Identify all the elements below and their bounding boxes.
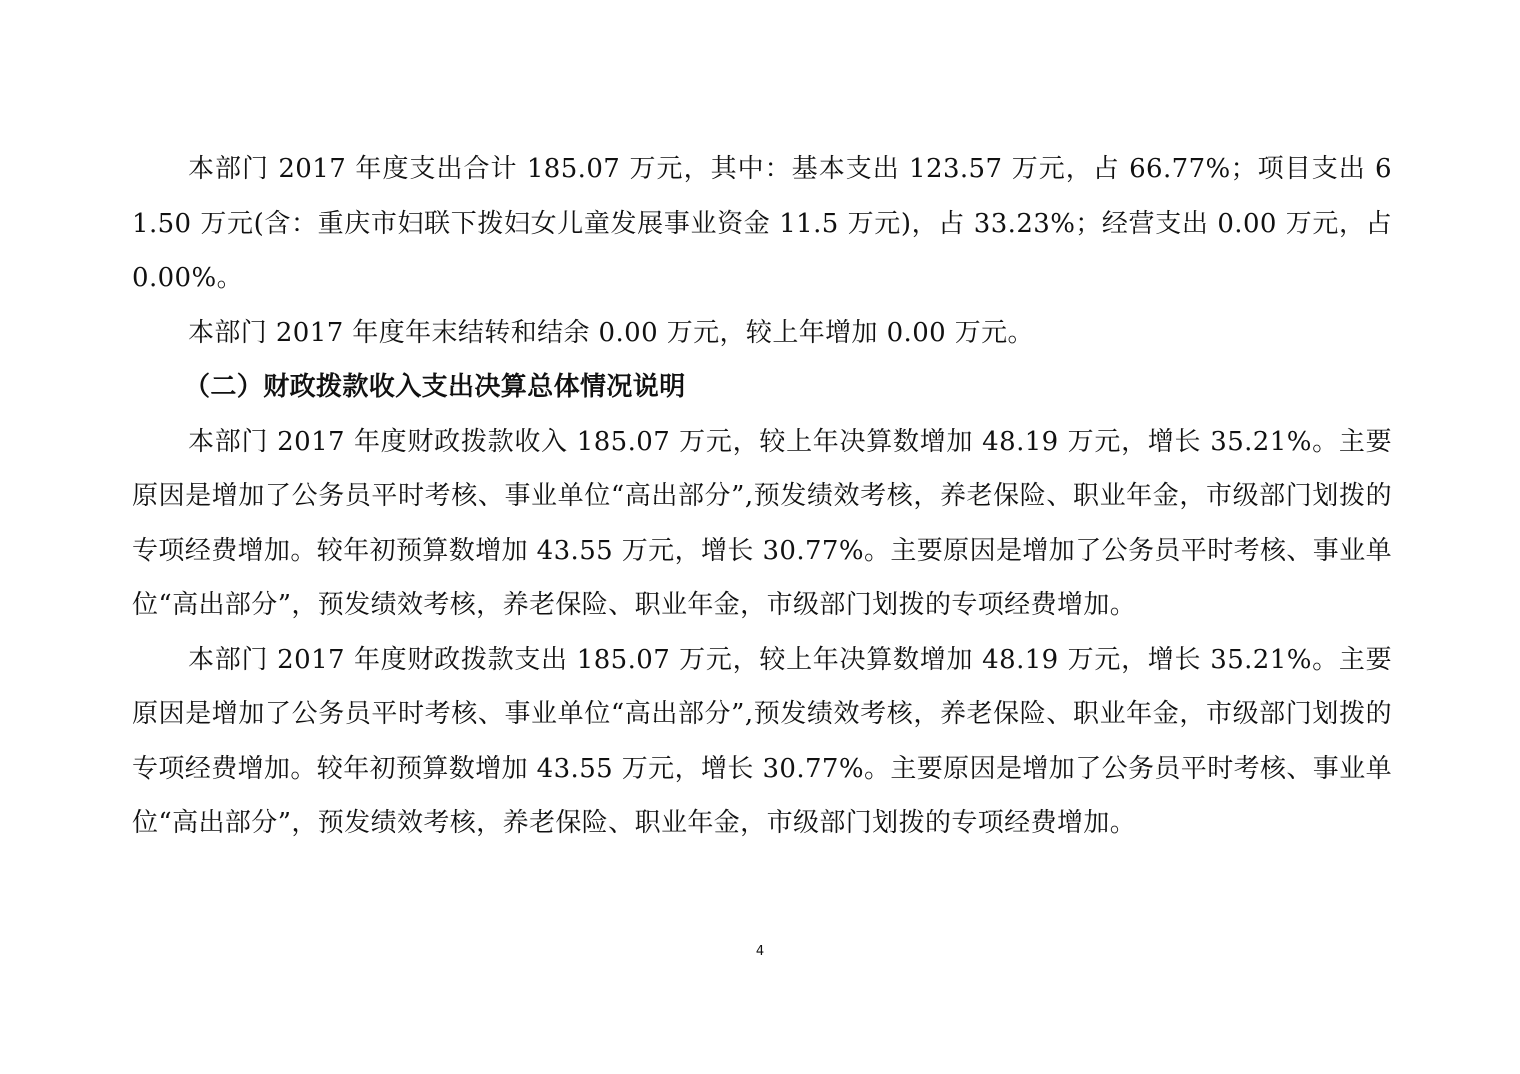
page-number: 4 bbox=[755, 944, 765, 959]
document-body bbox=[132, 142, 1392, 851]
section-heading: （二）财政拨款收入支出决算总体情况说明 bbox=[184, 372, 686, 402]
paragraph-fiscal-expenditure: 本部门 2017 年度财政拨款支出 185.07 万元，较上年决算数增加 48.19 万元，增长 35.21%。主要原因是增加了公务员平时考核、事业单位“高出部分”,预发绩效考核，养老保险、职业年金，市级部门划拨的专项经费增加。较年初预算数增加 43.55 万元，增长 30.77%。主要原因是增加了公务员平时考核、事业单位“高出部分”，预发绩效考核，养老保险、职业年金，市级部门划拨的专项经费增加。 bbox=[132, 644, 1392, 838]
paragraph-carryover: 本部门 2017 年度年末结转和结余 0.00 万元，较上年增加 0.00 万元。 bbox=[188, 317, 1034, 348]
paragraph-expenditure-total: 本部门 2017 年度支出合计 185.07 万元，其中：基本支出 123.57 万元，占 66.77%；项目支出 61.50 万元(含：重庆市妇联下拨妇女儿童发展事业资金 11.5 万元)，占 33.23%；经营支出 0.00 万元，占 0.00%。 bbox=[132, 154, 1392, 293]
paragraph-fiscal-income: 本部门 2017 年度财政拨款收入 185.07 万元，较上年决算数增加 48.19 万元，增长 35.21%。主要原因是增加了公务员平时考核、事业单位“高出部分”,预发绩效考核，养老保险、职业年金，市级部门划拨的专项经费增加。较年初预算数增加 43.55 万元，增长 30.77%。主要原因是增加了公务员平时考核、事业单位“高出部分”，预发绩效考核，养老保险、职业年金，市级部门划拨的专项经费增加。 bbox=[132, 426, 1392, 620]
